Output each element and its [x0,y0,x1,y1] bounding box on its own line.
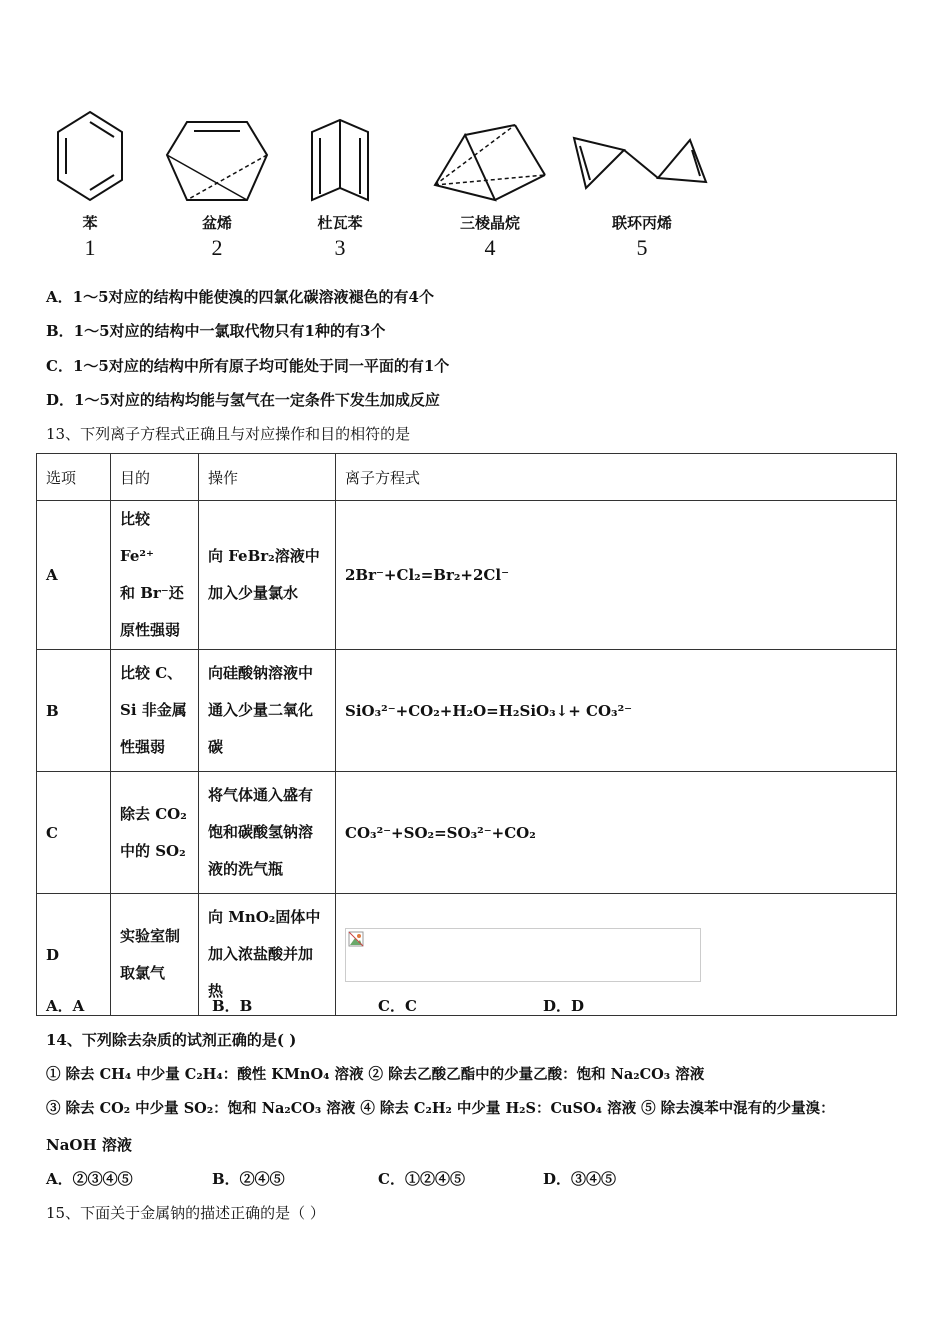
goal-line: 性强弱 [120,738,166,756]
row-option: D [37,894,111,1016]
table-row [37,894,897,1016]
operation-line: 热 [208,982,224,1000]
q14-line-1: ① 除去 CH₄ 中少量 C₂H₄：酸性 KMnO₄ 溶液 ② 除去乙酸乙酯中的少量乙酸：饱和 Na₂CO₃ 溶液 [46,1066,705,1083]
q14-answer-d: D．③④⑤ [543,1170,617,1188]
figure-name: 联环丙烯 [611,214,672,232]
broken-image-placeholder [345,928,701,982]
figure-prismane [425,100,555,261]
operation-line: 向硅酸钠溶液中 [208,664,314,682]
table-row [37,772,897,894]
goal-line: 比较 C、 [120,664,183,682]
row-goal [111,772,199,894]
q13-answer-c: C．C [378,997,417,1015]
q13-answer-d: D．D [543,997,585,1015]
prismane-structure-icon [425,100,555,210]
table-header-row [37,454,897,501]
header-operation: 操作 [199,454,336,501]
row-equation: 2Br⁻+Cl₂=Br₂+2Cl⁻ [336,501,897,650]
goal-line: 中的 SO₂ [120,841,186,860]
operation-line: 加入浓盐酸并加 [208,945,314,963]
row-goal [111,894,199,1016]
row-goal [111,501,199,650]
figure-benzene [40,100,140,261]
header-equation: 离子方程式 [336,454,897,501]
q15-stem: 15、下面关于金属钠的描述正确的是（ ） [46,1204,325,1222]
header-goal: 目的 [111,454,199,501]
operation-line: 液的洗气瓶 [208,860,284,878]
row-option: A [37,501,111,650]
row-operation [199,501,336,650]
dewar-benzene-structure-icon [300,100,380,210]
figure-benzvalene [162,100,272,261]
goal-line: 实验室制 [120,926,181,945]
table-row [37,501,897,650]
operation-line: 通入少量二氧化 [208,701,314,719]
operation-line: 加入少量氯水 [208,584,299,602]
operation-line: 向 FeBr₂溶液中 [208,547,320,565]
figure-number: 2 [211,235,223,260]
q13-answer-a: A．A [46,997,85,1015]
row-equation: SiO₃²⁻+CO₂+H₂O=H₂SiO₃↓+ CO₃²⁻ [336,650,897,772]
row-goal [111,650,199,772]
figure-name: 盆烯 [201,214,232,232]
figure-number: 4 [484,235,496,260]
goal-line: 比较 Fe²⁺ [120,510,154,565]
row-option: C [37,772,111,894]
table-row [37,650,897,772]
header-option: 选项 [37,454,111,501]
figure-name: 杜瓦苯 [317,214,363,232]
operation-line: 向 MnO₂固体中 [208,908,321,926]
figure-number: 3 [334,235,346,260]
row-option: B [37,650,111,772]
row-equation: CO₃²⁻+SO₂=SO₃²⁻+CO₂ [336,772,897,894]
figure-name: 三棱晶烷 [459,214,520,232]
q12-option-c: C．1～5对应的结构中所有原子均可能处于同一平面的有1个 [46,357,450,375]
q14-answer-a: A．②③④⑤ [46,1170,133,1188]
row-operation [199,772,336,894]
goal-line: 原性强弱 [120,621,181,639]
row-operation [199,650,336,772]
operation-line: 将气体通入盛有 [208,786,314,804]
q14-line-3: NaOH 溶液 [46,1136,132,1154]
goal-line: 取氯气 [120,963,166,982]
q13-answer-b: B．B [212,997,253,1015]
goal-line: Si 非金属 [120,701,187,719]
figure-dewar-benzene [290,100,390,261]
benzvalene-structure-icon [162,100,272,210]
goal-line: 除去 CO₂ [120,804,187,823]
broken-image-icon [348,931,364,947]
q14-answer-b: B．②④⑤ [212,1170,285,1188]
figure-name: 苯 [82,214,98,232]
benzene-structure-icon [50,100,130,210]
q13-stem: 13、下列离子方程式正确且与对应操作和目的相符的是 [46,425,411,443]
figure-number: 5 [636,235,648,260]
structure-figures [40,100,740,270]
row-equation [336,894,897,1016]
bicyclopropenyl-structure-icon [568,100,716,210]
q12-option-a: A．1～5对应的结构中能使溴的四氯化碳溶液褪色的有4个 [46,288,434,306]
q14-stem: 14、下列除去杂质的试剂正确的是( ) [46,1031,297,1049]
figure-bicyclopropenyl [568,100,716,261]
figure-number: 1 [84,235,96,260]
operation-line: 饱和碳酸氢钠溶 [208,823,314,841]
operation-line: 碳 [208,738,224,756]
goal-line: 和 Br⁻还 [120,584,184,602]
q13-table [36,453,897,1016]
q14-answer-c: C．①②④⑤ [378,1170,465,1188]
q12-option-d: D．1～5对应的结构均能与氢气在一定条件下发生加成反应 [46,391,440,409]
q14-line-2: ③ 除去 CO₂ 中少量 SO₂：饱和 Na₂CO₃ 溶液 ④ 除去 C₂H₂ 中少量 H₂S：CuSO₄ 溶液 ⑤ 除去溴苯中混有的少量溴： [46,1100,835,1117]
q12-option-b: B．1～5对应的结构中一氯取代物只有1种的有3个 [46,322,386,340]
